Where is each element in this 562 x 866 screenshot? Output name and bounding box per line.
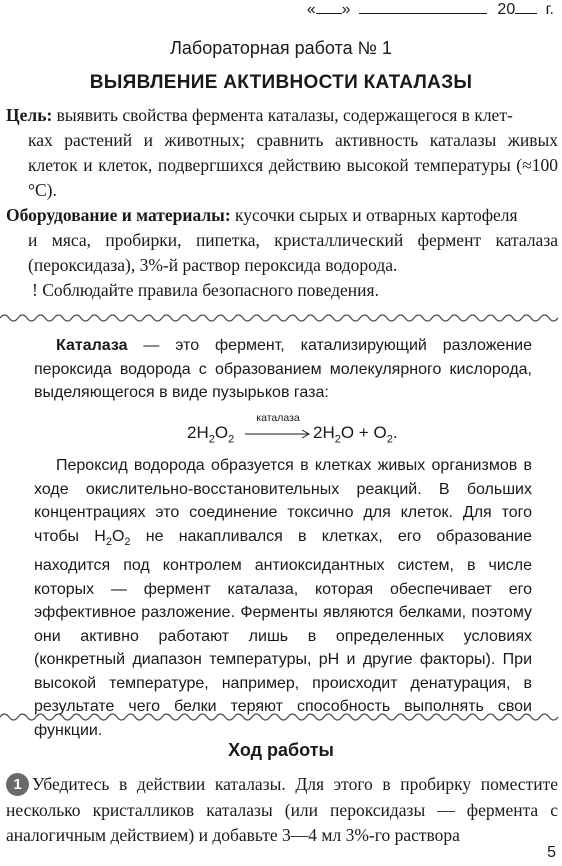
step-number-badge: 1 bbox=[6, 773, 29, 796]
month-blank bbox=[359, 1, 487, 14]
catalase-term: Каталаза bbox=[56, 337, 128, 354]
safety-notice: ! Соблюдайте правила безопасного поведения. bbox=[32, 280, 379, 300]
step-1-text: Убедитесь в действии каталазы. Для этого в пробирку поместите несколько кристалликов каталазы (или пероксидазы — фермента с аналогичным действием) и добавьте 3—4 мл 3%-го раствора bbox=[6, 774, 558, 845]
goal-paragraph bbox=[6, 103, 558, 203]
wavy-divider-top bbox=[0, 311, 562, 325]
lab-label: Лабораторная работа № 1 bbox=[170, 38, 392, 58]
step-1 bbox=[6, 772, 558, 849]
year-suffix: г. bbox=[545, 1, 554, 18]
peroxide-paragraph: Пероксид водорода образуется в клетках живых организмов в ходе окислительно-восстановительных реакций. В больших концентрациях это соединение токсично для клеток. Для того чтобы $H_2O_2$ не накапливался в клетках, его образование находится под контролем антиоксидантных систем, в числе которых — фермент каталаза, которая обеспечивает его эффективное разложение. Ферменты являются белками, поэтому они активно работают лишь в определенных условиях (конкретный диапазон температуры, рН и другие факторы). При высокой температуре, например, происходит денатурация, в результате чего белки теряют способность выполнять свои функции. bbox=[34, 457, 533, 739]
lab-title: ВЫЯВЛЕНИЕ АКТИВНОСТИ КАТАЛАЗЫ bbox=[89, 72, 473, 93]
equipment-text-first: кусочки сырых и отварных картофеля bbox=[235, 205, 518, 225]
date-open-quote: « bbox=[306, 1, 316, 18]
equipment-paragraph bbox=[6, 203, 558, 278]
arrow-icon bbox=[245, 429, 311, 439]
procedure-title: Ход работы bbox=[228, 740, 334, 760]
catalase-definition bbox=[34, 334, 532, 405]
year-blank bbox=[515, 1, 537, 14]
year-prefix: 20 bbox=[497, 1, 516, 18]
catalyst-label: каталаза bbox=[256, 412, 300, 424]
equation-reactant: $2H_2O_2$ bbox=[187, 423, 235, 446]
goal-text-first: выявить свойства фермента каталазы, содержащегося в клет- bbox=[56, 105, 513, 125]
page-number: 5 bbox=[547, 844, 556, 861]
date-line bbox=[307, 0, 554, 20]
goal-label: Цель: bbox=[6, 105, 53, 125]
goal-text-rest: ках растений и животных; сравнить активность каталазы живых клеток и клеток, подвергшихся действию высокой температуры (≈100 °С). bbox=[28, 130, 558, 200]
date-close-quote: » bbox=[341, 1, 351, 18]
day-blank bbox=[316, 1, 342, 14]
equipment-text-rest: и мяса, пробирки, пипетка, кристаллический фермент каталаза (пероксидаза), 3%-й раствор пероксида водорода. bbox=[28, 230, 558, 275]
equation-products: $2H_2O + O_2$. bbox=[313, 423, 398, 446]
reaction-arrow bbox=[245, 412, 311, 442]
catalase-definition-text: — это фермент, катализирующий разложение пероксида водорода с образованием молекулярного кислорода, выделяющегося в виде пузырьков газа: bbox=[34, 337, 532, 401]
equipment-label: Оборудование и материалы: bbox=[6, 205, 231, 225]
wavy-divider-bottom bbox=[0, 710, 562, 724]
reaction-equation bbox=[0, 412, 562, 448]
